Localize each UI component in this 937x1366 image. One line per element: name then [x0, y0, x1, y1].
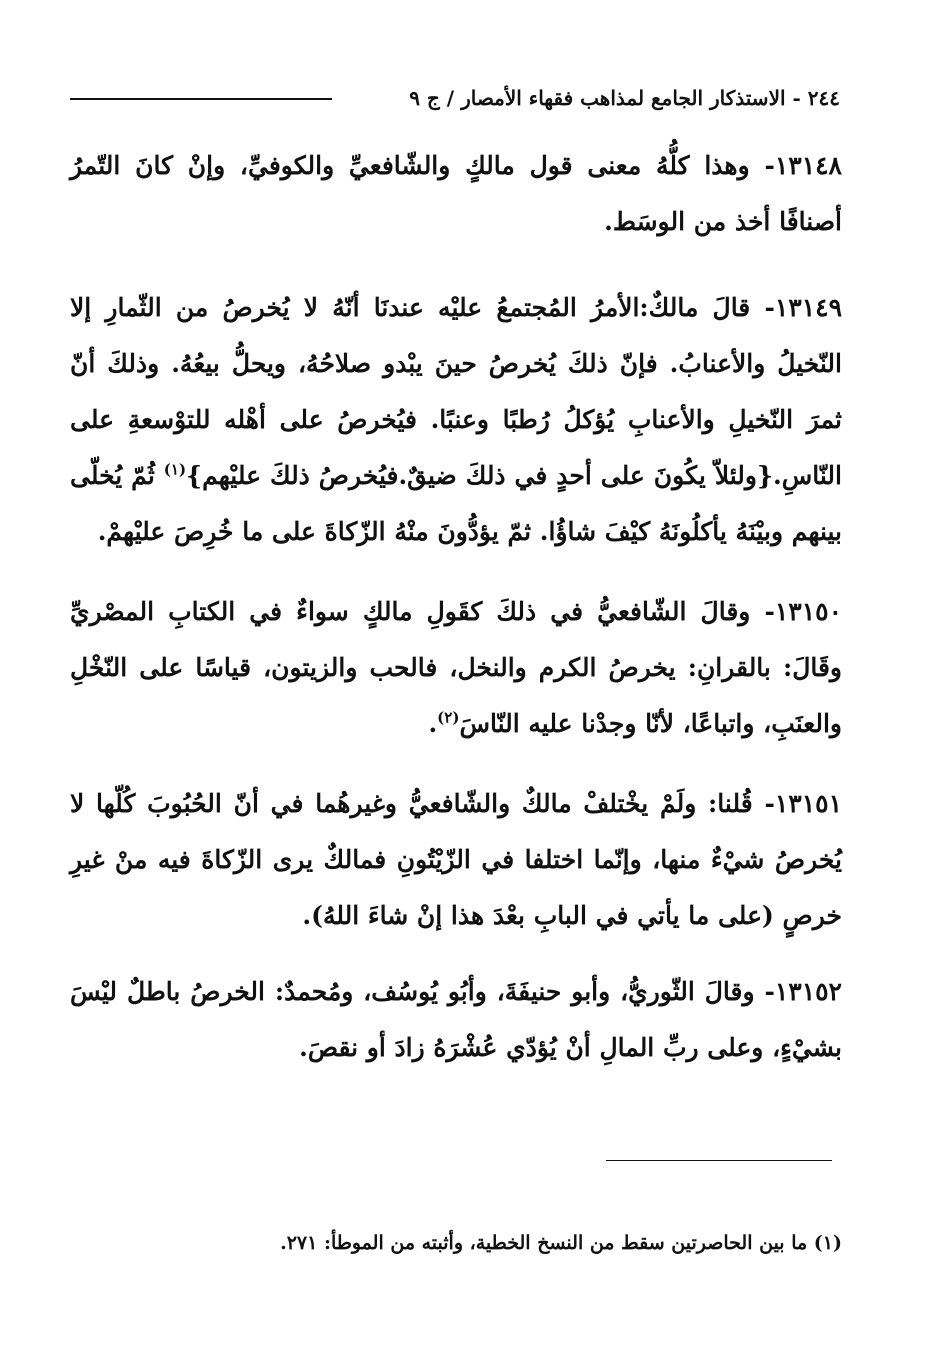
main-text [70, 138, 842, 1092]
paragraph-text-continued: ثُمّ يُخلّى بينهم وبيْنَهُ يأكلُونَهُ كيْفَ شاؤُا. ثمّ يؤدُّونَ منْهُ الزّكاةَ على ما خُرِصَ عليْهمْ. [70, 461, 842, 546]
paragraph-13148 [70, 138, 842, 250]
header-rule [70, 98, 332, 100]
footnote-mark[interactable]: (٢) [437, 708, 460, 727]
paragraph-text: وهذا كلُّهُ معنى قول مالكٍ والشّافعيِّ والكوفيِّ، وإنْ كانَ التّمرُ أصنافًا أخذ من الوسَط. [70, 151, 842, 236]
footnote-text: (١) ما بين الحاصرتين سقط من النسخ الخطية، وأثبته من الموطأ: ٢٧١. [280, 1232, 842, 1254]
paragraph-text: وقالَ الثّوريُّ، وأبو حنيفَةَ، وأبُو يُوسُف، ومُحمدٌ: الخرصُ باطلٌ ليْسَ بشيْءٍ، وعلى ربِّ المالِ أنْ يُؤدّي عُشْرَهُ زادَ أو نقصَ. [70, 977, 842, 1062]
footnote-mark[interactable]: (١) [163, 460, 187, 479]
header-title: ٢٤٤ - الاستذكار الجامع لمذاهب فقهاء الأمصار / ج ٩ [409, 86, 840, 110]
paragraph-text: قالَ مالكٌ:الأمرُ المُجتمعُ عليْه عندنَا أنّهُ لا يُخرصُ من الثّمارِ إلا النّخيلُ والأعنابُ. فإنّ ذلكَ يُخرصُ حينَ يبْدو صلاحُهُ، ويحلُّ بيعُهُ. وذلكَ أنّ ثمرَ النّخيلِ والأعنابِ يُؤكلُ رُطبًا وعنبًا. فيُخرصُ على أهْله للتوْسعةِ على النّاسِ.{ولئلاّ يكُونَ على أحدٍ في ذلكَ ضيقٌ.فيُخرصُ ذلكَ عليْهم} [70, 293, 842, 490]
paragraph-13151 [70, 776, 842, 944]
paragraph-text: قُلنا: ولَمْ يخْتلفْ مالكٌ والشّافعيُّ وغيرهُما في أنّ الحُبُوبَ كُلّها لا يُخرصُ شيْءٌ منها، وإنّما اختلفا في الزّيْتُونِ فمالكٌ يرى الزّكاةَ فيه منْ غيرِ خرصٍ (على ما يأتي في البابِ بعْدَ هذا إنْ شاءَ اللهُ). [70, 789, 842, 930]
paragraph-number: ١٣١٥٢- [764, 977, 842, 1006]
paragraph-13150 [70, 584, 842, 752]
paragraph-number: ١٣١٤٩- [764, 293, 842, 322]
paragraph-number: ١٣١٥٠- [764, 597, 842, 626]
paragraph-text: وقالَ الشّافعيُّ في ذلكَ كقَولِ مالكٍ سواءٌ في الكتابِ المصْريِّ وقَالَ: بالقرانِ: يخرصُ الكرم والنخل، فالحب والزيتون، قياسًا على النّخْلِ والعنَبِ، واتباعًا، لأنّا وجدْنا عليه النّاسَ [70, 597, 842, 738]
paragraph-13149 [70, 280, 842, 560]
footnote [90, 1228, 842, 1258]
paragraph-text-continued: . [428, 709, 438, 738]
footnote-rule [606, 1160, 832, 1161]
paragraph-number: ١٣١٤٨- [764, 151, 842, 180]
running-header [70, 78, 840, 118]
paragraph-number: ١٣١٥١- [764, 789, 842, 818]
paragraph-13152 [70, 964, 842, 1076]
